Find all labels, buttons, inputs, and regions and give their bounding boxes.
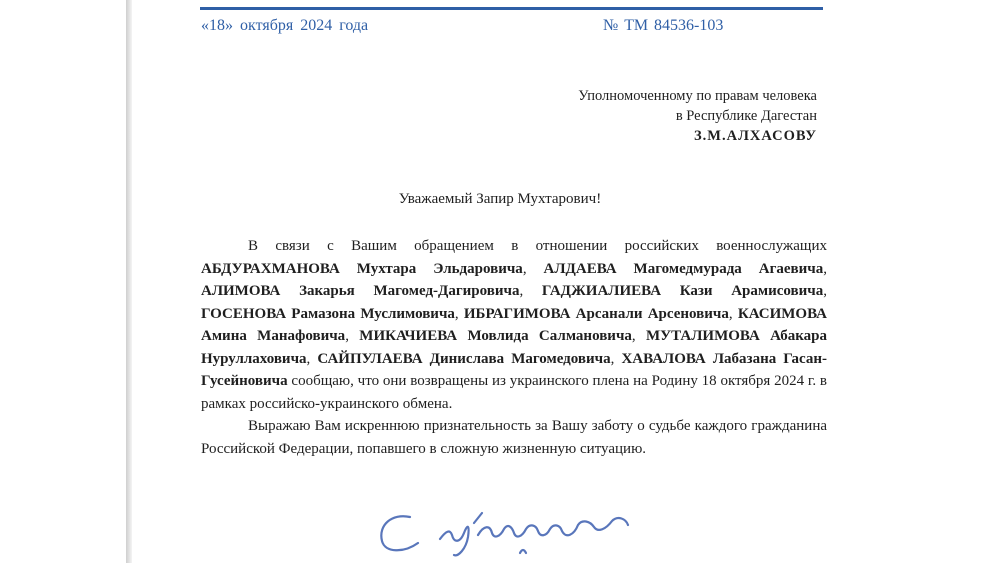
name-separator: , [306, 350, 318, 367]
addressee-line-2: в Республике Дагестан [675, 108, 817, 124]
soldier-name: АБДУРАХМАНОВА Мухтара Эльдаровича [201, 260, 523, 277]
addressee-name: З.М.АЛХАСОВУ [694, 128, 817, 144]
name-separator: , [522, 260, 544, 277]
letter-date: «18» октября 2024 года [201, 17, 369, 34]
name-separator: , [345, 328, 360, 344]
header-rule [200, 7, 823, 10]
soldier-name: МИКАЧИЕВА Мовлида Салмановича [359, 328, 632, 344]
letter-body [201, 235, 827, 460]
soldier-name: САЙПУЛАЕВА Динислава Магомедовича [317, 350, 611, 367]
soldier-name: АЛДАЕВА Магомедмурада Агаевича [543, 260, 824, 277]
registration-number: № ТМ 84536-103 [603, 17, 724, 34]
paragraph-1-outro: сообщаю, что они возвращены из украинского плена на Родину 18 октября 2024 г. в рамках российско-украинского обмена. [201, 373, 827, 412]
soldier-name: ГОСЕНОВА Рамазона Муслимовича [201, 305, 455, 322]
paragraph-1-intro: В связи с Вашим обращением в отношении российских военнослужащих [248, 238, 827, 254]
paragraph-2: Выражаю Вам искреннюю признательность за Вашу заботу о судьбе каждого гражданина Российской Федерации, попавшего в сложную жизненную ситуацию. [201, 418, 827, 457]
soldier-name: ХАВАЛОВА Лабазана Гасан-Гусейновича [201, 350, 828, 389]
handwritten-signature [370, 495, 660, 563]
addressee-block [578, 86, 817, 146]
name-separator: , [631, 328, 646, 344]
soldier-name: ГАДЖИАЛИЕВА Кази Арамисовича [541, 283, 824, 299]
name-separator: , [519, 283, 542, 299]
salutation: Уважаемый Запир Мухтарович! [398, 191, 602, 207]
soldier-name: МУТАЛИМОВА Абакара Нуруллаховича [201, 328, 827, 367]
soldier-name: АЛИМОВА Закарья Магомед-Дагировича [201, 283, 520, 299]
name-separator: , [823, 260, 827, 277]
addressee-line-1: Уполномоченному по правам человека [578, 88, 817, 104]
name-separator: , [610, 350, 622, 367]
paragraph-1 [201, 235, 827, 415]
soldier-name: КАСИМОВА Амина Манафовича [201, 305, 827, 344]
name-separator: , [728, 305, 738, 322]
name-separator: , [454, 305, 464, 322]
soldier-name: ИБРАГИМОВА Арсанали Арсеновича [463, 305, 729, 322]
name-separator: , [823, 283, 828, 299]
